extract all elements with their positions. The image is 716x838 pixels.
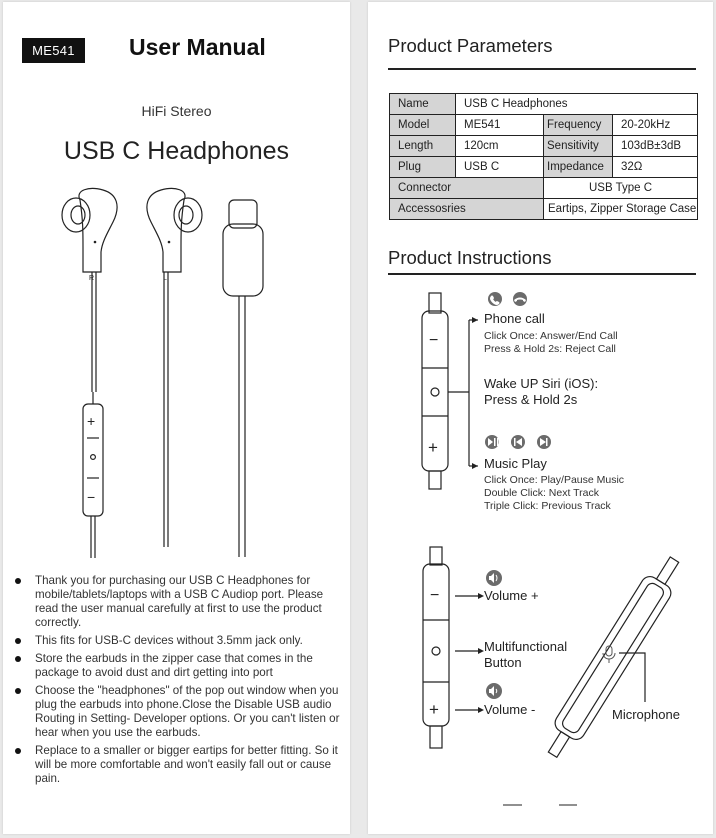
param-label: Plug <box>390 157 456 178</box>
plus-icon: + <box>87 413 96 429</box>
music-line: Double Click: Next Track <box>484 487 599 499</box>
earbud-label-l: L <box>163 275 167 282</box>
manual-title: User Manual <box>129 34 266 60</box>
right-earbud <box>62 188 117 392</box>
minus-icon: − <box>430 587 440 604</box>
headphones-illustration <box>3 2 350 572</box>
model-badge: ME541 <box>22 38 85 63</box>
product-subtitle: HiFi Stereo <box>141 103 212 119</box>
usage-notes <box>13 574 345 790</box>
manual-page-right <box>368 2 713 834</box>
note-item: Thank you for purchasing our USB C Headphones for mobile/tablets/laptops with a USB C Audiop port. Please read the user manual carefully at first to use the product correctly. <box>13 574 345 630</box>
siri-line: Wake UP Siri (iOS): <box>484 376 599 391</box>
multifunction-label: Button <box>484 655 522 670</box>
param-label: Name <box>390 94 456 115</box>
param-value: USB C Headphones <box>456 94 698 115</box>
minus-icon: − <box>429 332 439 349</box>
note-item: Choose the "headphones" of the pop out window when you plug the earbuds into phone.Close the Disable USB audio Routing in Setting- Developer options. Or you can't listen or hear when you use the earbuds. <box>13 684 345 740</box>
usb-c-plug <box>223 200 263 557</box>
param-value: ME541 <box>456 115 544 136</box>
param-value: 120cm <box>456 136 544 157</box>
left-earbud <box>147 188 202 547</box>
product-name: USB C Headphones <box>63 137 290 165</box>
param-value: 20-20kHz <box>613 115 698 136</box>
param-value: USB Type C <box>544 178 698 199</box>
manual-page-left <box>3 2 350 834</box>
music-icons <box>485 435 551 449</box>
param-label: Accessosries <box>390 199 544 220</box>
param-value: Eartips, Zipper Storage Case <box>544 199 698 220</box>
phone-call-line: Press & Hold 2s: Reject Call <box>484 343 616 355</box>
note-item: This fits for USB-C devices without 3.5mm jack only. <box>13 634 345 648</box>
phone-call-line: Click Once: Answer/End Call <box>484 330 618 342</box>
param-label: Model <box>390 115 456 136</box>
siri-line: Press & Hold 2s <box>484 392 578 407</box>
param-label: Frequency <box>544 115 613 136</box>
param-value: USB C <box>456 157 544 178</box>
plus-icon: + <box>429 700 439 719</box>
plus-icon: + <box>428 438 438 457</box>
param-value: 103dB±3dB <box>613 136 698 157</box>
param-label: Sensitivity <box>544 136 613 157</box>
params-heading: Product Parameters <box>388 35 553 56</box>
volume-down-label: Volume - <box>484 702 536 717</box>
microphone-label: Microphone <box>612 707 680 722</box>
instructions-heading: Product Instructions <box>388 247 552 268</box>
param-value: 32Ω <box>613 157 698 178</box>
music-line: Triple Click: Previous Track <box>484 500 611 512</box>
multifunction-label: Multifunctional <box>484 639 568 654</box>
remote-diagram-top <box>422 293 469 489</box>
volume-up-label: Volume + <box>484 588 539 603</box>
param-label: Impedance <box>544 157 613 178</box>
phone-call-title: Phone call <box>484 311 545 326</box>
music-play-title: Music Play <box>484 456 547 471</box>
earbud-label-r: R <box>89 275 95 282</box>
param-label: Connector <box>390 178 544 199</box>
minus-icon: − <box>87 489 96 505</box>
music-line: Click Once: Play/Pause Music <box>484 474 625 486</box>
note-item: Replace to a smaller or bigger eartips for better fitting. So it will be more comfortable and won't easily fall out or cause pain. <box>13 744 345 786</box>
phone-icons <box>488 292 527 306</box>
note-item: Store the earbuds in the zipper case that comes in the package to avoid dust and dirt getting into port <box>13 652 345 680</box>
param-label: Length <box>390 136 456 157</box>
